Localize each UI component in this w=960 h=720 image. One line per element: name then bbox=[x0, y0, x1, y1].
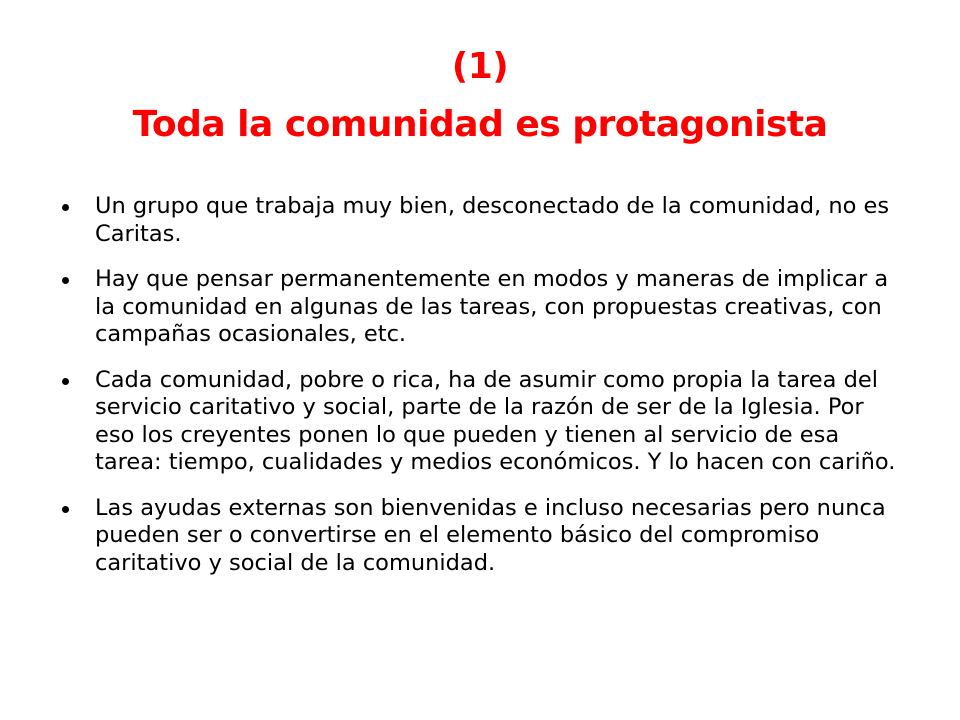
bullet-dot-icon bbox=[62, 378, 69, 385]
bullet-dot-icon bbox=[62, 277, 69, 284]
slide-title-text: Toda la comunidad es protagonista bbox=[132, 104, 828, 145]
bullet-item bbox=[60, 193, 910, 248]
bullet-item bbox=[60, 266, 910, 349]
bullet-text: Un grupo que trabaja muy bien, desconectado de la comunidad, no es Caritas. bbox=[95, 193, 890, 247]
slide-title-number: (1) bbox=[451, 46, 509, 87]
bullet-text: Hay que pensar permanentemente en modos y maneras de implicar a la comunidad en algunas de las tareas, con propuestas creativas, con campañas ocasionales, etc. bbox=[95, 266, 889, 347]
bullet-dot-icon bbox=[62, 506, 69, 513]
bullet-list bbox=[60, 193, 910, 595]
bullet-text: Las ayudas externas son bienvenidas e incluso necesarias pero nunca pueden ser o convertirse en el elemento básico del compromiso caritativo y social de la comunidad. bbox=[95, 494, 886, 576]
bullet-item bbox=[60, 367, 910, 477]
slide-title bbox=[60, 38, 900, 154]
bullet-item bbox=[60, 495, 910, 578]
bullet-dot-icon bbox=[62, 204, 69, 211]
bullet-text: Cada comunidad, pobre o rica, ha de asumir como propia la tarea del servicio caritativo y social, parte de la razón de ser de la Iglesia. Por eso los creyentes ponen lo que pueden y tienen al servicio de esa tarea: tiempo, cualidades y medios económicos. Y lo hacen con cariño. bbox=[95, 366, 896, 475]
